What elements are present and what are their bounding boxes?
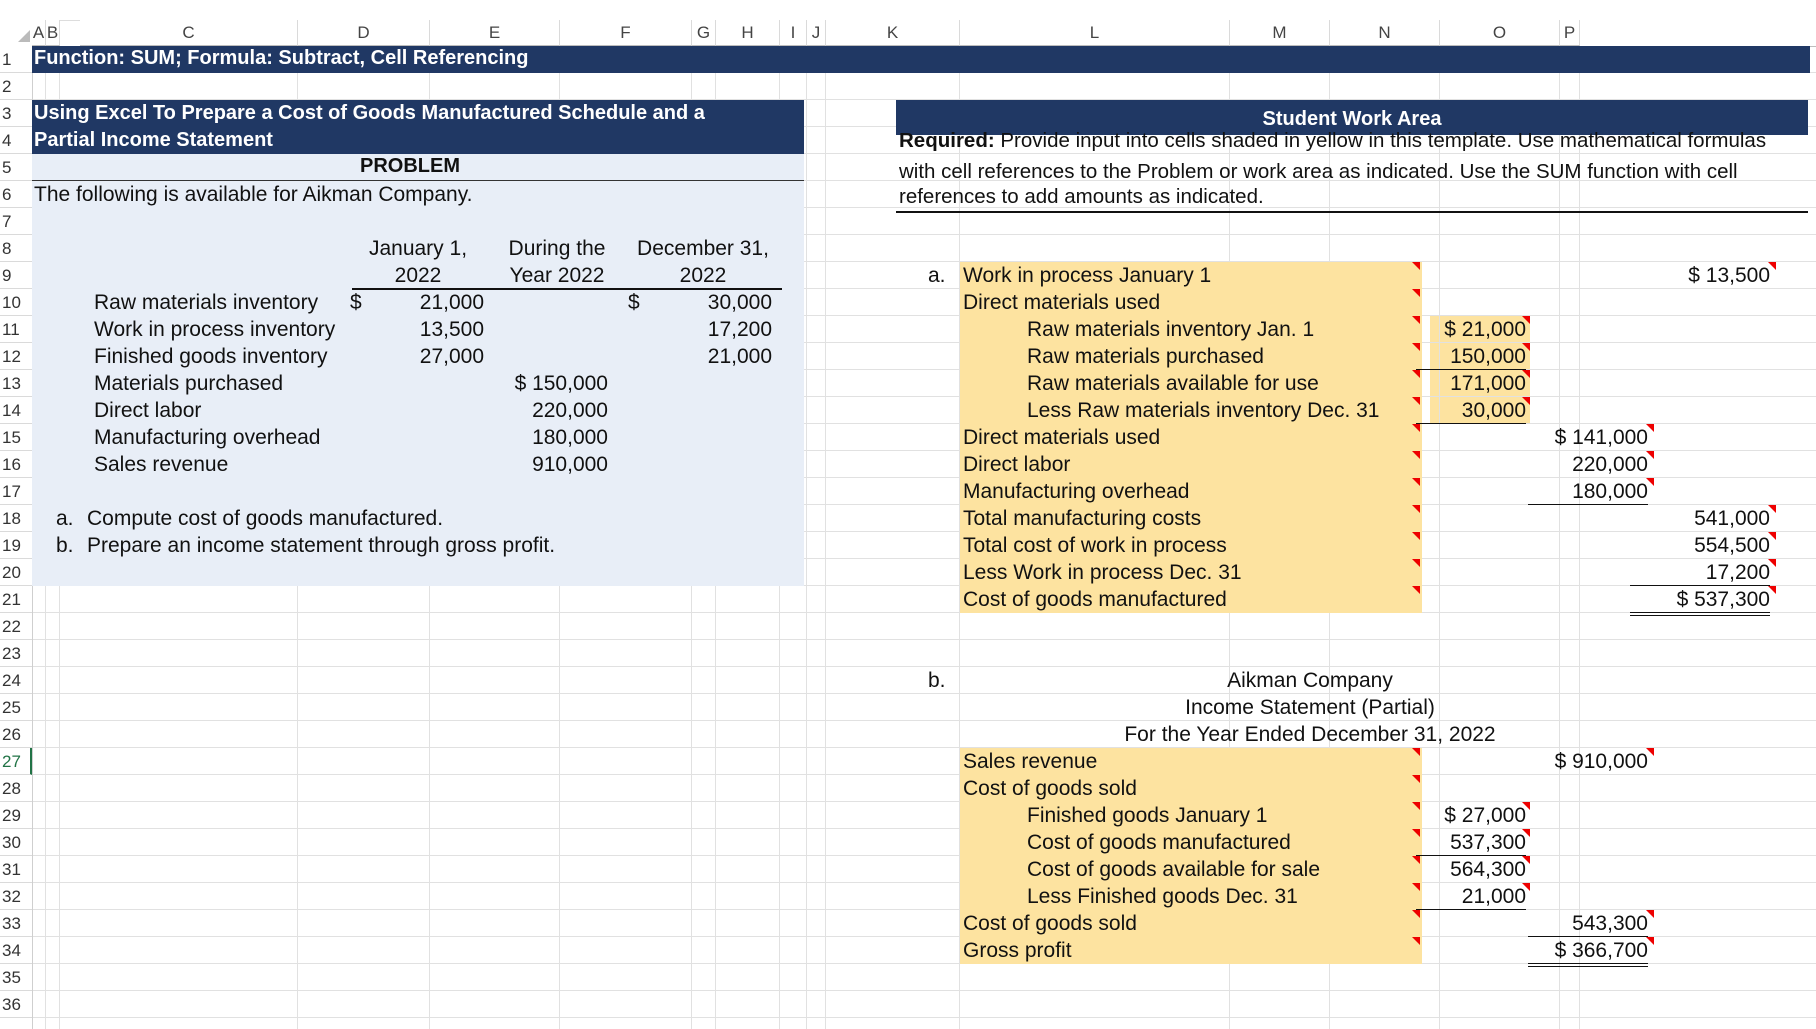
part-b-label: Finished goods January 1 xyxy=(1027,804,1268,827)
comment-indicator xyxy=(1646,937,1654,945)
row-gridline xyxy=(32,612,1816,613)
column-gridline xyxy=(806,46,807,1029)
column-header-f[interactable]: F xyxy=(560,20,692,46)
row-header-24[interactable]: 24 xyxy=(0,667,32,694)
column-header-g[interactable]: G xyxy=(692,20,716,46)
comment-indicator xyxy=(1412,505,1420,513)
row-header-27[interactable]: 27 xyxy=(0,748,32,775)
comment-indicator xyxy=(1646,910,1654,918)
row-gridline xyxy=(32,693,1816,694)
problem-column-header-3-year: 2022 xyxy=(679,264,727,287)
problem-intro: The following is available for Aikman Company. xyxy=(34,183,473,206)
required-underline xyxy=(896,211,1808,213)
column-header-c[interactable]: C xyxy=(80,20,298,46)
problem-row-label: Manufacturing overhead xyxy=(94,426,321,449)
row-header-14[interactable]: 14 xyxy=(0,397,32,424)
dollar-sign: $ xyxy=(350,291,362,314)
row-header-35[interactable]: 35 xyxy=(0,964,32,991)
part-a-label: Raw materials available for use xyxy=(1027,372,1319,395)
comment-indicator xyxy=(1412,424,1420,432)
comment-indicator xyxy=(1522,802,1530,810)
comment-indicator xyxy=(1412,559,1420,567)
task-b-letter: b. xyxy=(56,534,74,557)
row-header-12[interactable]: 12 xyxy=(0,343,32,370)
part-b-value-m: $ 27,000 xyxy=(1444,804,1526,827)
part-a-label: Cost of goods manufactured xyxy=(963,588,1227,611)
row-header-3[interactable]: 3 xyxy=(0,100,32,127)
part-b-letter: b. xyxy=(928,669,946,692)
comment-indicator xyxy=(1522,829,1530,837)
problem-heading: PROBLEM xyxy=(360,155,460,177)
row-header-5[interactable]: 5 xyxy=(0,154,32,181)
part-b-label: Cost of goods manufactured xyxy=(1027,831,1291,854)
column-header-k[interactable]: K xyxy=(826,20,960,46)
comment-indicator xyxy=(1412,478,1420,486)
part-b-label: Less Finished goods Dec. 31 xyxy=(1027,885,1298,908)
part-b-value-n: $ 366,700 xyxy=(1528,939,1648,967)
row-header-33[interactable]: 33 xyxy=(0,910,32,937)
statement-period: For the Year Ended December 31, 2022 xyxy=(1124,723,1496,746)
comment-indicator xyxy=(1412,262,1420,270)
row-header-15[interactable]: 15 xyxy=(0,424,32,451)
row-header-11[interactable]: 11 xyxy=(0,316,32,343)
part-a-letter: a. xyxy=(928,264,946,287)
part-b-label: Gross profit xyxy=(963,939,1072,962)
column-header-a[interactable]: A xyxy=(32,20,46,46)
row-header-29[interactable]: 29 xyxy=(0,802,32,829)
column-header-b[interactable]: B xyxy=(46,20,60,46)
row-header-26[interactable]: 26 xyxy=(0,721,32,748)
column-header-h[interactable]: H xyxy=(716,20,780,46)
part-a-value-o: $ 537,300 xyxy=(1630,588,1770,616)
part-a-value-m: $ 21,000 xyxy=(1444,318,1526,341)
row-header-7[interactable]: 7 xyxy=(0,208,32,235)
problem-value-during: 180,000 xyxy=(532,426,608,449)
part-a-value-m: 30,000 xyxy=(1416,399,1526,424)
comment-indicator xyxy=(1412,532,1420,540)
row-header-36[interactable]: 36 xyxy=(0,991,32,1018)
comment-indicator xyxy=(1522,370,1530,378)
row-header-34[interactable]: 34 xyxy=(0,937,32,964)
row-header-13[interactable]: 13 xyxy=(0,370,32,397)
row-header-10[interactable]: 10 xyxy=(0,289,32,316)
comment-indicator xyxy=(1412,451,1420,459)
problem-value-jan: 13,500 xyxy=(419,318,484,341)
column-header-o[interactable]: O xyxy=(1440,20,1560,46)
row-header-23[interactable]: 23 xyxy=(0,640,32,667)
row-gridline xyxy=(32,990,1816,991)
comment-indicator xyxy=(1412,775,1420,783)
comment-indicator xyxy=(1522,856,1530,864)
part-a-value-o: 554,500 xyxy=(1694,534,1770,557)
part-b-value-n: $ 910,000 xyxy=(1554,750,1648,773)
column-header-j[interactable]: J xyxy=(807,20,826,46)
comment-indicator xyxy=(1412,748,1420,756)
task-b-text: Prepare an income statement through gross profit. xyxy=(87,534,556,557)
row-gridline xyxy=(32,882,1816,883)
problem-underline xyxy=(32,180,804,181)
row-header-25[interactable]: 25 xyxy=(0,694,32,721)
part-b-value-n: 543,300 xyxy=(1528,912,1648,937)
row-gridline xyxy=(32,639,1816,640)
row-gridline xyxy=(32,855,1816,856)
subtitle-line-1: Using Excel To Prepare a Cost of Goods Manufactured Schedule and a xyxy=(34,102,705,124)
part-a-label: Direct labor xyxy=(963,453,1071,476)
part-a-value-o: $ 13,500 xyxy=(1688,264,1770,287)
statement-title: Income Statement (Partial) xyxy=(1185,696,1435,719)
part-a-label: Work in process January 1 xyxy=(963,264,1212,287)
comment-indicator xyxy=(1646,451,1654,459)
comment-indicator xyxy=(1768,586,1776,594)
problem-row-label: Direct labor xyxy=(94,399,202,422)
row-header-16[interactable]: 16 xyxy=(0,451,32,478)
row-header-21[interactable]: 21 xyxy=(0,586,32,613)
part-a-value-m: 171,000 xyxy=(1450,372,1526,395)
problem-row-label: Materials purchased xyxy=(94,372,284,395)
part-a-label: Total manufacturing costs xyxy=(963,507,1202,530)
comment-indicator xyxy=(1768,559,1776,567)
row-header-28[interactable]: 28 xyxy=(0,775,32,802)
row-header-31[interactable]: 31 xyxy=(0,856,32,883)
problem-value-during: $ 150,000 xyxy=(514,372,608,395)
column-header-p[interactable]: P xyxy=(1560,20,1580,46)
problem-row-label: Finished goods inventory xyxy=(94,345,328,368)
column-gridline xyxy=(1559,46,1560,1029)
comment-indicator xyxy=(1768,532,1776,540)
row-header-8[interactable]: 8 xyxy=(0,235,32,262)
sheet-title: Function: SUM; Formula: Subtract, Cell Referencing xyxy=(34,47,529,69)
part-a-label: Less Work in process Dec. 31 xyxy=(963,561,1242,584)
required-label: Required: xyxy=(899,129,995,152)
part-a-value-n: $ 141,000 xyxy=(1554,426,1648,449)
comment-indicator xyxy=(1412,289,1420,297)
part-a-value-n: 220,000 xyxy=(1572,453,1648,476)
row-gridline xyxy=(32,774,1816,775)
row-gridline xyxy=(32,747,1816,748)
part-a-value-n: 180,000 xyxy=(1528,480,1648,505)
comment-indicator xyxy=(1646,478,1654,486)
column-header-l[interactable]: L xyxy=(960,20,1230,46)
column-header-e[interactable]: E xyxy=(430,20,560,46)
task-a-text: Compute cost of goods manufactured. xyxy=(87,507,444,530)
problem-header-underline xyxy=(352,288,782,290)
problem-column-header-3: December 31, xyxy=(637,237,769,260)
part-a-label: Less Raw materials inventory Dec. 31 xyxy=(1027,399,1380,422)
subtitle-line-2: Partial Income Statement xyxy=(34,129,273,151)
required-line-3: references to add amounts as indicated. xyxy=(899,185,1264,208)
select-all-triangle-icon xyxy=(18,30,30,42)
part-b-value-m: 537,300 xyxy=(1416,831,1526,856)
problem-value-jan: 27,000 xyxy=(419,345,484,368)
part-a-value-o: 541,000 xyxy=(1694,507,1770,530)
comment-indicator xyxy=(1646,424,1654,432)
problem-value-during: 220,000 xyxy=(532,399,608,422)
row-gridline xyxy=(32,828,1816,829)
row-header-1[interactable]: 1 xyxy=(0,46,32,73)
required-line-1 xyxy=(899,129,1766,153)
row-header-17[interactable]: 17 xyxy=(0,478,32,505)
comment-indicator xyxy=(1522,316,1530,324)
problem-row-label: Work in process inventory xyxy=(94,318,336,341)
column-gridline xyxy=(1579,46,1580,1029)
problem-value-during: 910,000 xyxy=(532,453,608,476)
required-line-2: with cell references to the Problem or work area as indicated. Use the SUM function with cell xyxy=(899,160,1738,183)
comment-indicator xyxy=(1522,343,1530,351)
comment-indicator xyxy=(1646,748,1654,756)
part-b-value-m: 564,300 xyxy=(1450,858,1526,881)
row-gridline xyxy=(32,801,1816,802)
row-header-30[interactable]: 30 xyxy=(0,829,32,856)
row-header-22[interactable]: 22 xyxy=(0,613,32,640)
part-a-value-o: 17,200 xyxy=(1630,561,1770,586)
column-header-d[interactable]: D xyxy=(298,20,430,46)
work-area-heading: Student Work Area xyxy=(1262,108,1442,130)
row-header-32[interactable]: 32 xyxy=(0,883,32,910)
part-b-label: Cost of goods sold xyxy=(963,912,1137,935)
comment-indicator xyxy=(1522,397,1530,405)
problem-row-label: Raw materials inventory xyxy=(94,291,319,314)
part-b-label: Cost of goods sold xyxy=(963,777,1137,800)
part-a-label: Raw materials purchased xyxy=(1027,345,1264,368)
row-gridline xyxy=(32,909,1816,910)
part-b-value-m: 21,000 xyxy=(1416,885,1526,910)
row-header-9[interactable]: 9 xyxy=(0,262,32,289)
row-header-2[interactable]: 2 xyxy=(0,73,32,100)
problem-column-header-2: During the xyxy=(508,237,606,260)
row-header-19[interactable]: 19 xyxy=(0,532,32,559)
row-header-6[interactable]: 6 xyxy=(0,181,32,208)
column-gridline xyxy=(825,46,826,1029)
row-header-18[interactable]: 18 xyxy=(0,505,32,532)
row-header-4[interactable]: 4 xyxy=(0,127,32,154)
problem-row-label: Sales revenue xyxy=(94,453,229,476)
row-gridline xyxy=(32,1017,1816,1018)
column-header-i[interactable]: I xyxy=(780,20,807,46)
row-gridline xyxy=(32,666,1816,667)
part-a-value-m: 150,000 xyxy=(1416,345,1526,370)
required-text: Provide input into cells shaded in yellow in this template. Use mathematical formulas xyxy=(994,129,1767,152)
comment-indicator xyxy=(1412,586,1420,594)
task-a-letter: a. xyxy=(56,507,74,530)
comment-indicator xyxy=(1412,937,1420,945)
row-header-20[interactable]: 20 xyxy=(0,559,32,586)
problem-value-dec: 30,000 xyxy=(707,291,772,314)
problem-value-dec: 21,000 xyxy=(707,345,772,368)
part-b-label: Sales revenue xyxy=(963,750,1098,773)
part-a-label: Direct materials used xyxy=(963,291,1161,314)
problem-column-header-1-year: 2022 xyxy=(394,264,442,287)
problem-column-header-2-year: Year 2022 xyxy=(509,264,605,287)
comment-indicator xyxy=(1412,910,1420,918)
company-name: Aikman Company xyxy=(1227,669,1393,692)
problem-value-dec: 17,200 xyxy=(707,318,772,341)
problem-column-header-1: January 1, xyxy=(368,237,468,260)
formula-bar-edge xyxy=(0,0,1816,21)
part-a-label: Direct materials used xyxy=(963,426,1161,449)
dollar-sign: $ xyxy=(628,291,640,314)
part-a-label: Manufacturing overhead xyxy=(963,480,1190,503)
comment-indicator xyxy=(1768,262,1776,270)
comment-indicator xyxy=(1522,883,1530,891)
part-a-label: Raw materials inventory Jan. 1 xyxy=(1027,318,1315,341)
problem-value-jan: 21,000 xyxy=(419,291,484,314)
column-header-m[interactable]: M xyxy=(1230,20,1330,46)
part-a-label: Total cost of work in process xyxy=(963,534,1227,557)
comment-indicator xyxy=(1768,505,1776,513)
column-header-filler xyxy=(1580,20,1816,47)
column-header-n[interactable]: N xyxy=(1330,20,1440,46)
row-gridline xyxy=(32,720,1816,721)
part-b-label: Cost of goods available for sale xyxy=(1027,858,1321,881)
